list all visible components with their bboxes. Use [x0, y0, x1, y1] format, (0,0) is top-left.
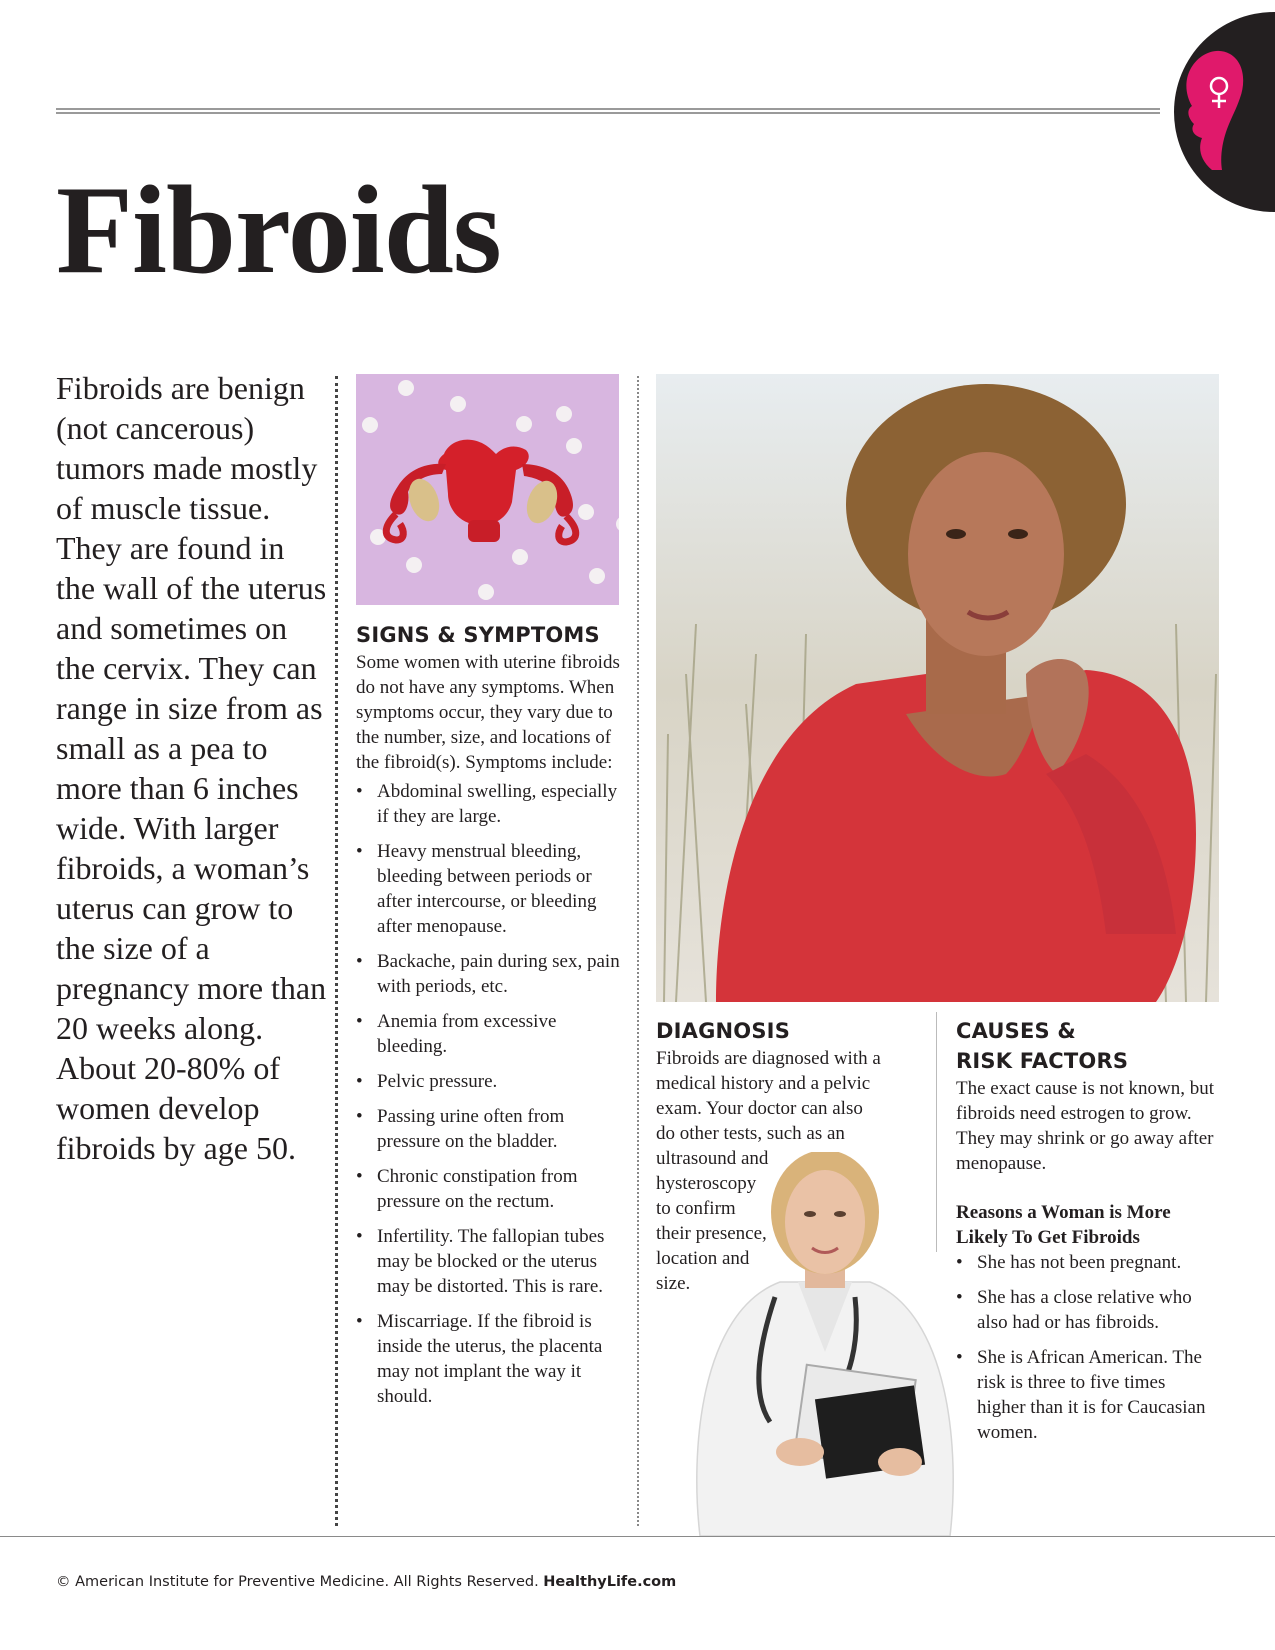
signs-intro: Some women with uterine fibroids do not have any symptoms. When symptoms occur, they vary due to the number, size, and locations of the fibroid(s). Symptoms include: — [356, 652, 620, 773]
list-item: • Heavy menstrual bleeding, bleeding between periods or after intercourse, or bleeding after menopause. — [356, 839, 624, 939]
causes-heading-line1: CAUSES & — [956, 1019, 1076, 1043]
diagnosis-line: ultrasound and — [656, 1148, 769, 1169]
footer-site-link[interactable]: HealthyLife.com — [543, 1574, 677, 1590]
diagnosis-line: to confirm — [656, 1198, 736, 1219]
diagnosis-line: hysteroscopy — [656, 1173, 757, 1194]
diagnosis-line: size. — [656, 1273, 691, 1294]
diagnosis-section — [656, 1016, 926, 1296]
page-title: Fibroids — [56, 161, 501, 300]
footer-copyright: © American Institute for Preventive Medicine. All Rights Reserved. — [56, 1574, 539, 1590]
symptoms-list — [356, 779, 624, 1409]
column-divider-left — [335, 376, 338, 1526]
causes-heading-line2: RISK FACTORS — [956, 1049, 1129, 1073]
uterus-model-photo — [356, 374, 619, 605]
footer-rule — [0, 1536, 1275, 1537]
list-item: • Anemia from excessive bleeding. — [356, 1009, 624, 1059]
list-item: • Miscarriage. If the fibroid is inside the uterus, the placenta may not implant the way it should. — [356, 1309, 624, 1409]
reasons-subheading: Reasons a Woman is More Likely To Get Fibroids — [956, 1202, 1171, 1248]
diagnosis-line: exam. Your doctor can also — [656, 1098, 863, 1119]
list-item: • She is African American. The risk is three to five times higher than it is for Caucasian women. — [956, 1345, 1218, 1445]
reasons-list — [956, 1250, 1218, 1445]
diagnosis-line: Fibroids are diagnosed with a — [656, 1048, 881, 1069]
corner-badge — [1174, 12, 1275, 212]
diagnosis-heading: DIAGNOSIS — [656, 1019, 791, 1043]
list-item: • She has not been pregnant. — [956, 1250, 1218, 1275]
diagnosis-line: do other tests, such as an — [656, 1123, 845, 1144]
signs-heading: SIGNS & SYMPTOMS — [356, 623, 600, 647]
column-divider-middle — [637, 376, 639, 1526]
female-symbol-icon — [1174, 12, 1275, 212]
diagnosis-line: medical history and a pelvic — [656, 1073, 871, 1094]
list-item: • She has a close relative who also had or has fibroids. — [956, 1285, 1218, 1335]
list-item: • Infertility. The fallopian tubes may be blocked or the uterus may be distorted. This is rare. — [356, 1224, 624, 1299]
list-item: • Passing urine often from pressure on the bladder. — [356, 1104, 624, 1154]
list-item: • Pelvic pressure. — [356, 1069, 624, 1094]
intro-paragraph: Fibroids are benign (not cancerous) tumors made mostly of muscle tissue. They are found in the wall of the uterus and sometimes on the cervix. They can range in size from as small as a pea to more than 6 inches wide. With larger fibroids, a woman’s uterus can grow to the size of a pregnancy more than 20 weeks along. About 20-80% of women develop fibroids by age 50. — [56, 370, 327, 1166]
causes-section — [956, 1016, 1218, 1455]
footer — [56, 1574, 676, 1590]
causes-text: The exact cause is not known, but fibroids need estrogen to grow. They may shrink or go away after menopause. — [956, 1078, 1215, 1174]
diagnosis-line: location and — [656, 1248, 750, 1269]
header-double-rule — [56, 108, 1160, 114]
list-item: • Abdominal swelling, especially if they are large. — [356, 779, 624, 829]
list-item: • Chronic constipation from pressure on the rectum. — [356, 1164, 624, 1214]
list-item: • Backache, pain during sex, pain with periods, etc. — [356, 949, 624, 999]
signs-symptoms-section — [356, 620, 624, 1419]
diagnosis-text — [656, 1046, 926, 1296]
diagnosis-line: their presence, — [656, 1223, 767, 1244]
woman-red-sweater-photo — [656, 374, 1219, 1002]
